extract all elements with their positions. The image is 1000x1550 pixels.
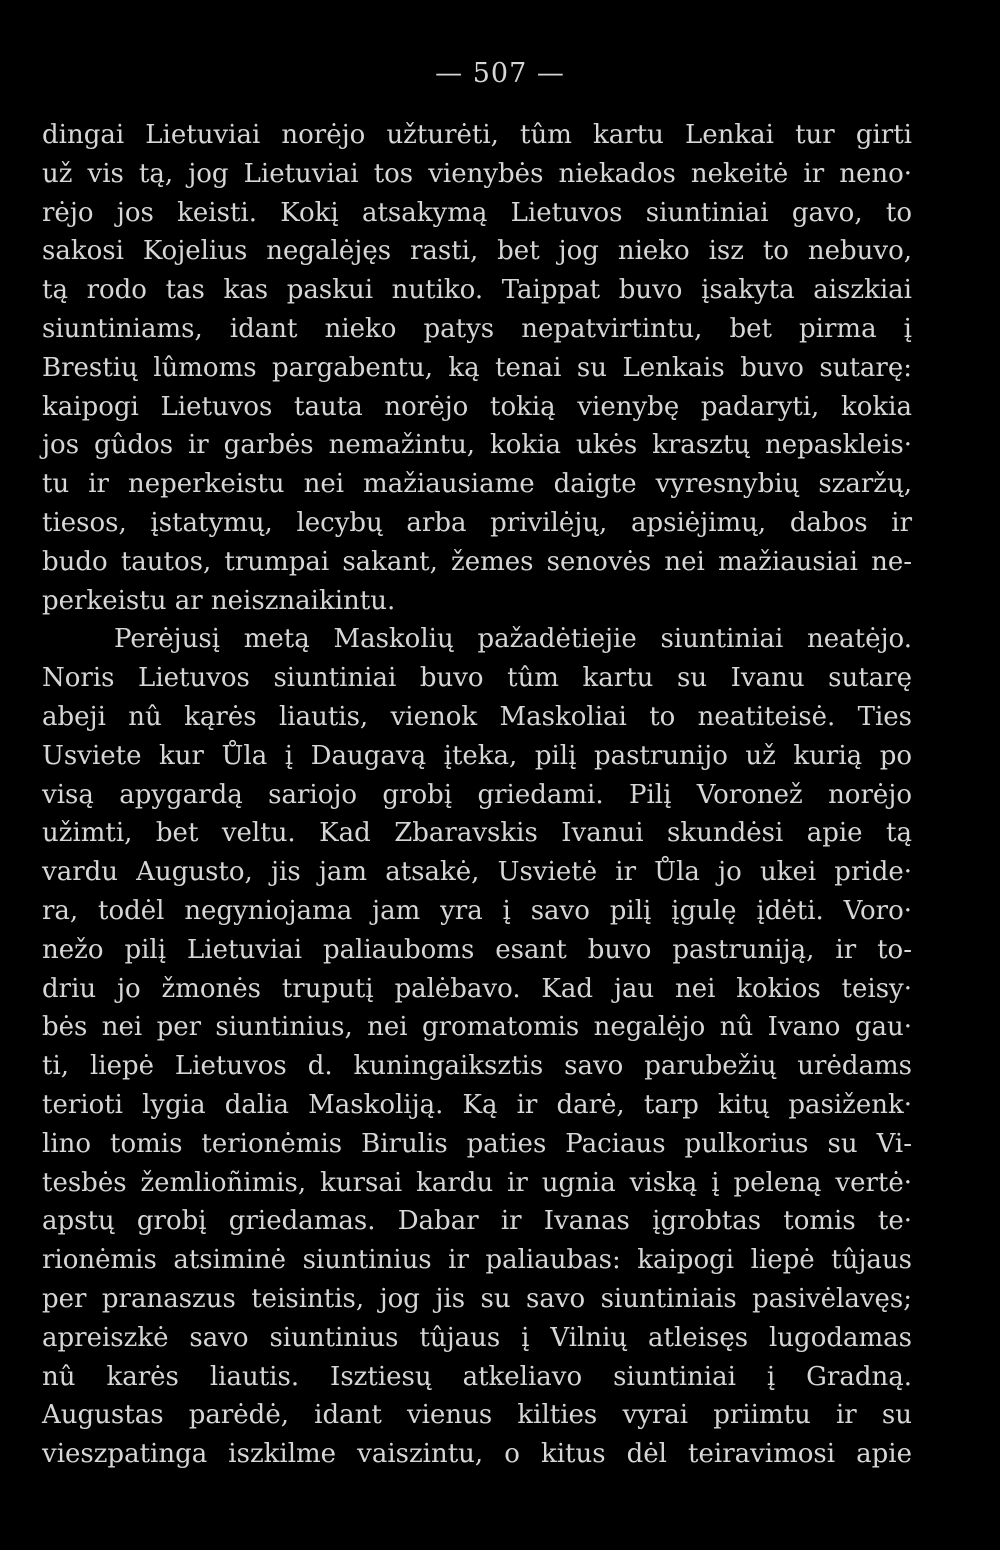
text-line: Augustas parėdė, idant vienus kilties vyrai priimtu ir su bbox=[42, 1400, 912, 1431]
text-line: apreiszkė savo siuntinius tûjaus į Vilnių atleisęs lugodamas bbox=[42, 1322, 912, 1353]
text-line: siuntiniams, idant nieko patys nepatvirtintu, bet pirma į bbox=[42, 313, 912, 344]
text-line: nû karės liautis. Isztiesų atkeliavo siuntiniai į Gradną. bbox=[42, 1361, 912, 1392]
text-line: budo tautos, trumpai sakant, žemes senovės nei mažiausiai ne- bbox=[42, 546, 912, 577]
text-line: vieszpatinga iszkilme vaiszintu, o kitus dėl teiravimosi apie bbox=[42, 1439, 912, 1470]
text-line: tu ir neperkeistu nei mažiausiame daigte vyresnybių szaržų, bbox=[42, 469, 912, 500]
text-line: terioti lygia dalia Maskoliją. Ką ir darė, tarp kitų pasiženk· bbox=[42, 1089, 912, 1120]
text-line: už vis tą, jog Lietuviai tos vienybės niekados nekeitė ir neno· bbox=[42, 158, 912, 189]
text-line: perkeistu ar neisznaikintu. bbox=[42, 585, 396, 616]
text-line: tą rodo tas kas paskui nutiko. Taippat buvo įsakyta aiszkiai bbox=[42, 275, 912, 306]
text-line: driu jo žmonės truputį palėbavo. Kad jau nei kokios teisy· bbox=[42, 973, 912, 1004]
text-line: visą apygardą sariojo grobį griedami. Pilį Voronež norėjo bbox=[42, 779, 912, 810]
text-line: kaipogi Lietuvos tauta norėjo tokią vienybę padaryti, kokia bbox=[42, 391, 912, 422]
page-number: — 507 — bbox=[435, 58, 565, 89]
text-line: rionėmis atsiminė siuntinius ir paliaubas: kaipogi liepė tûjaus bbox=[42, 1245, 912, 1276]
text-line: tiesos, įstatymų, lecybų arba privilėjų, apsiėjimų, dabos ir bbox=[42, 507, 912, 538]
text-line: ra, todėl negyniojama jam yra į savo pilį įgulę įdėti. Voro· bbox=[42, 895, 912, 926]
text-line: rėjo jos keisti. Kokį atsakymą Lietuvos siuntiniai gavo, to bbox=[42, 197, 912, 228]
text-line: dingai Lietuviai norėjo užturėti, tûm kartu Lenkai tur girti bbox=[42, 120, 912, 150]
text-line: Brestių lûmoms pargabentu, ką tenai su Lenkais buvo sutarę: bbox=[42, 352, 912, 383]
body-text bbox=[42, 116, 912, 1474]
text-line: nežo pilį Lietuviai paliauboms esant buvo pastruniją, ir to- bbox=[42, 934, 912, 965]
text-line: Usviete kur Ůla į Daugavą įteka, pilį pastrunijo už kurią po bbox=[42, 740, 912, 771]
text-line: per pranaszus teisintis, jog jis su savo siuntiniais pasivėlavęs; bbox=[42, 1283, 912, 1314]
text-line: Perėjusį metą Maskolių pažadėtiejie siuntiniai neatėjo. bbox=[114, 624, 912, 655]
text-line: bės nei per siuntinius, nei gromatomis negalėjo nû Ivano gau· bbox=[42, 1012, 912, 1043]
text-line: tesbės žemlioñimis, kursai kardu ir ugnia viską į peleną vertė· bbox=[42, 1167, 912, 1198]
text-line: vardu Augusto, jis jam atsakė, Usvietė ir Ůla jo ukei pride· bbox=[42, 857, 912, 888]
text-line: abeji nû kąrės liautis, vienok Maskoliai to neatiteisė. Ties bbox=[42, 701, 912, 732]
text-line: jos gûdos ir garbės nemažintu, kokia ukės krasztų nepaskleis· bbox=[42, 430, 912, 461]
text-line: Noris Lietuvos siuntiniai buvo tûm kartu su Ivanu sutarę bbox=[42, 663, 912, 694]
text-line: ti, liepė Lietuvos d. kuningaiksztis savo parubežių urėdams bbox=[42, 1051, 912, 1082]
text-line: apstų grobį griedamas. Dabar ir Ivanas įgrobtas tomis te· bbox=[42, 1206, 912, 1237]
text-line: lino tomis terionėmis Birulis paties Paciaus pulkorius su Vi- bbox=[42, 1128, 912, 1159]
text-line: sakosi Kojelius negalėjęs rasti, bet jog nieko isz to nebuvo, bbox=[42, 236, 912, 267]
text-line: užimti, bet veltu. Kad Zbaravskis Ivanui skundėsi apie tą bbox=[42, 818, 912, 849]
